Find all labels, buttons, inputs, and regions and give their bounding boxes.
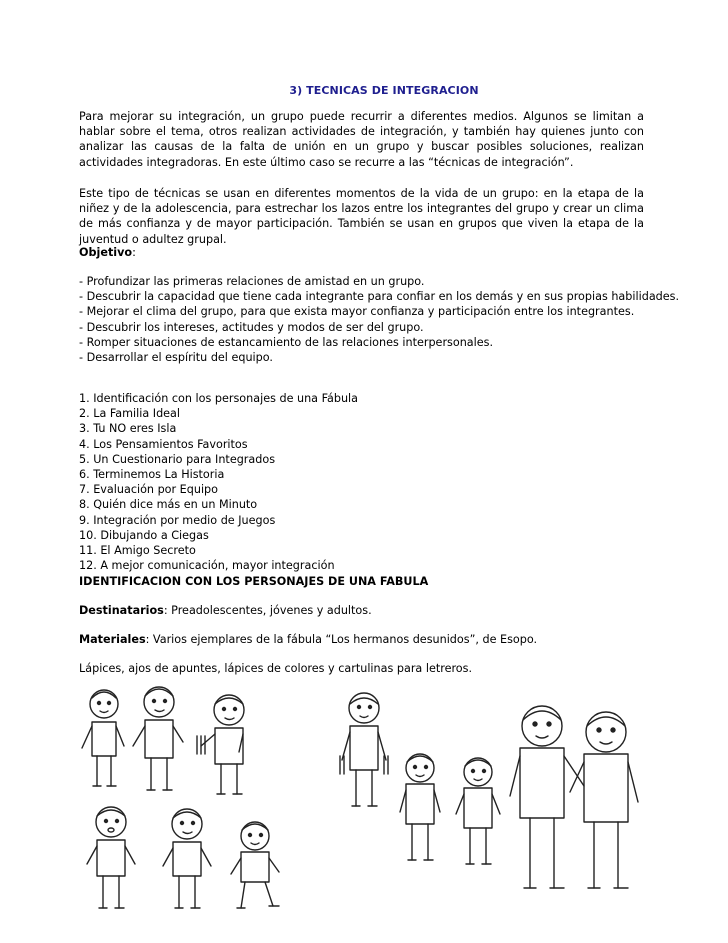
child-figure	[400, 754, 440, 860]
technique-item: 1. Identificación con los personajes de una Fábula	[79, 392, 359, 405]
children-group-illustration	[79, 676, 294, 916]
child-figure	[340, 693, 388, 806]
technique-item: 2. La Familia Ideal	[79, 407, 181, 421]
child-figure	[87, 807, 135, 908]
technique-item: 3. Tu NO eres Isla	[79, 422, 177, 436]
page-title: 3) TECNICAS DE INTEGRACION	[289, 84, 479, 97]
technique-item: 8. Quién dice más en un Minuto	[79, 498, 258, 512]
intro-paragraph-1: Para mejorar su integración, un grupo puede recurrir a diferentes medios. Algunos se limitan a hablar sobre el tema, otros realizan actividades de integración, y también hay quienes junto con analizar las causas de la falta de unión en un grupo y buscar posibles soluciones, realizan actividades integradoras. En este último caso se recurre a las “técnicas de integración”.	[79, 110, 644, 169]
section-heading: IDENTIFICACION CON LOS PERSONAJES DE UNA FABULA	[79, 575, 429, 588]
techniques-list	[79, 391, 644, 573]
child-figure	[163, 809, 211, 908]
objective-colon: :	[132, 246, 136, 259]
recipients-line	[79, 603, 644, 618]
supplies-line: Lápices, ajos de apuntes, lápices de colores y cartulinas para letreros.	[79, 662, 473, 675]
objective-item: - Descubrir los intereses, actitudes y modos de ser del grupo.	[79, 320, 424, 334]
objective-item: - Profundizar las primeras relaciones de amistad en un grupo.	[79, 275, 425, 288]
objective-item: - Mejorar el clima del grupo, para que exista mayor confianza y participación entre los integrantes.	[79, 305, 635, 319]
objective-heading	[79, 245, 644, 260]
child-figure	[133, 687, 183, 790]
child-figure	[231, 822, 279, 908]
technique-item: 12. A mejor comunicación, mayor integración	[79, 559, 335, 573]
child-figure	[456, 758, 500, 864]
child-figure	[82, 690, 124, 786]
intro-paragraph-2: Este tipo de técnicas se usan en diferentes momentos de la vida de un grupo: en la etapa de la niñez y de la adolescencia, para estrechar los lazos entre los integrantes del grupo y crear un clima de más confianza y de mayor participación. También se usan en grupos que viven la etapa de la juventud o adultez grupal.	[79, 187, 644, 246]
child-figure	[197, 695, 244, 794]
technique-item: 10. Dibujando a Ciegas	[79, 528, 209, 542]
objective-label: Objetivo	[79, 246, 133, 259]
family-group-illustration	[330, 686, 648, 918]
materials-label: Materiales	[79, 633, 146, 646]
technique-item: 6. Terminemos La Historia	[79, 468, 225, 482]
objective-item: - Romper situaciones de estancamiento de las relaciones interpersonales.	[79, 335, 494, 349]
technique-item: 11. El Amigo Secreto	[79, 544, 196, 558]
objective-item: - Desarrollar el espíritu del equipo.	[79, 351, 273, 365]
technique-item: 4. Los Pensamientos Favoritos	[79, 437, 248, 451]
technique-item: 5. Un Cuestionario para Integrados	[79, 452, 276, 466]
materials-line	[79, 632, 644, 647]
adult-figure	[510, 706, 584, 888]
materials-text: : Varios ejemplares de la fábula “Los hermanos desunidos”, de Esopo.	[145, 633, 538, 646]
adult-figure	[570, 712, 638, 888]
recipients-label: Destinatarios	[79, 604, 164, 617]
technique-item: 7. Evaluación por Equipo	[79, 483, 218, 497]
technique-item: 9. Integración por medio de Juegos	[79, 513, 276, 527]
objective-list	[79, 274, 680, 365]
recipients-text: : Preadolescentes, jóvenes y adultos.	[163, 604, 372, 617]
objective-item: - Descubrir la capacidad que tiene cada integrante para confiar en los demás y en sus propias habilidades.	[79, 290, 680, 304]
